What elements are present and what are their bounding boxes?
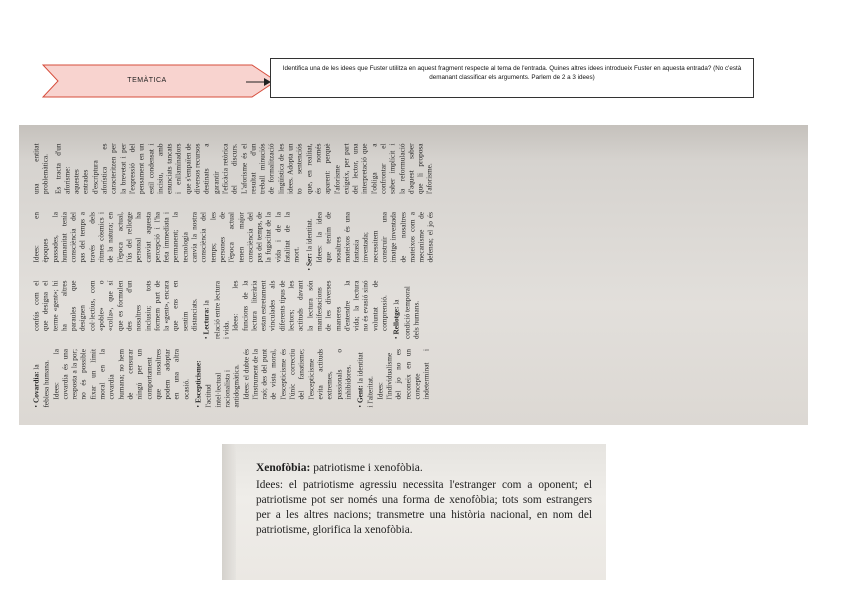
xenofobia-title <box>256 462 423 474</box>
bullet-icon: • <box>32 404 40 407</box>
arrow-right-icon <box>246 76 272 88</box>
instruction-box: Identifica una de les idees que Fuster utilitza en aquest fragment respecte al tema de l'entrada. Quines altres idees introdueix Fuster en aquesta entrada? (No c'està demanant classificar els arguments. Parlem de 2 a 3 idees) <box>270 58 754 98</box>
scan-entry <box>31 349 190 408</box>
scan-entry <box>53 143 434 202</box>
scan-entry-term: Rellotge: <box>391 306 401 335</box>
scan-entry-title <box>193 349 240 408</box>
scan-entry-gloss: la identitat i l'alteritat. <box>355 351 375 407</box>
xenofobia-body: Idees: el patriotisme agressiu necessita l'estranger com a oponent; el patriotisme pot ser només una forma de xenofòbia; tots som estrangers per a les altres nacions; transmetre una història nacional, en nom del patriotisme, glorifica la xenofòbia. <box>256 479 592 536</box>
bullet-icon: • <box>194 404 203 407</box>
scan-entry-title <box>391 280 420 339</box>
scan-entry <box>201 280 388 339</box>
scan-entry-body: Idees: en èpoques passades, la humanitat tenia consciència del pas del temps a través dels ritmes còsmics i de la natura; en l'època actual, l'ús del rellotge personal ha canviat aquesta percepció i l'ha feta immediata i permanent; la tecnologia canvia la nostra consciència del temps; les persones de l'època actual tenen major consciència del pas del temps, de la fugacitat de la vida i de la fatalitat de la mort. <box>31 211 301 262</box>
scanned-page-rotated <box>19 125 808 425</box>
bullet-icon: • <box>202 336 211 339</box>
tag-label: TEMÀTICA <box>127 77 167 84</box>
scan-entry-gloss: la relació entre lectura i vida. <box>201 280 230 339</box>
scan-entry-gloss: l'actitud intel·lectual racionalista i antidogmàtica. <box>203 363 241 407</box>
scan-entry-body: Idees: la idea que tenim de nosaltres mateixos és una fantasia inventada; necessitem construir una imatge inventada de nosaltres mateixos com a mecanisme de defensa; el jo és una entitat problemàtica. <box>31 143 435 262</box>
scan-entry-title <box>304 212 314 271</box>
xenofobia-scan <box>222 444 606 580</box>
scan-entry-title <box>201 280 230 339</box>
scan-entry-term: Escepticisme: <box>193 359 203 403</box>
scan-entry-title <box>31 349 51 408</box>
scan-entry-body: Idees: la covardia és una resposta a la por; no és possible fixar un límit moral en la covardia humana; no hem de censurar ningú per un comportament que nosaltres podem adoptar en una altra ocasió. <box>50 348 190 399</box>
bullet-icon: • <box>304 267 313 270</box>
scanned-text-columns <box>19 125 808 425</box>
page-edge-shadow <box>222 444 236 580</box>
bullet-icon: • <box>356 404 365 407</box>
scan-entry-term: Lectura: <box>201 306 211 335</box>
scan-entry-gloss: la feblesa humana. <box>31 359 51 407</box>
scan-entry-gloss: la condició temporal dels humans. <box>391 285 420 339</box>
scan-entry-term: Ser: <box>303 252 313 266</box>
scan-entry-gloss: la identitat. <box>303 217 313 251</box>
scan-entry-body: Idees: les funcions de la lectura literària estan estretament vinculades als diferents tipus de lectors; les actituds davant la lectura són manifestacions de les diverses maneres d'entendre la vida; la lectura no és evasió sinó voluntat de comprensió. <box>230 280 388 331</box>
scan-entry-title <box>355 349 375 408</box>
scan-entry-term: Gent: <box>355 384 365 403</box>
scan-entry-body: Idees: el dubte és l'instrument de la raó; des del punt de vista moral, l'escepticisme és l'únic correctiu del fanatisme; l'escepticisme evita actituds extremes, passionals o inhibidores. <box>240 348 352 399</box>
scan-entry-body: Es tracta d'un aforisme: aquestes entrades d'escriptura aforística es caracteritzen per la brevetat i per l'expressió del pensament en un estil condensat i incisiu, amb enunciats tancats i enllaminadors que s'empaïen de diversos recursos destinats a garantir l'eficàcia retòrica del discurs. L'aforisme és el resultat d'un treball minuciós de formalització lingüística de les idees. Adopta un to sentenciós que, en realitat, és només aparent: perquè l'aforisme exigeix, per part del lector, una interpretació que l'obliga a confrontar el saber implícit i la reformulació d'aquest saber que li proposa l'aforisme. <box>52 143 434 194</box>
scan-entry <box>193 349 352 408</box>
tematica-tag <box>42 64 278 98</box>
bullet-icon: • <box>392 336 401 339</box>
scan-entry-body: Idees: l'individualisme del jo no es reconeix en un concepte indeterminat i confús com el que designa el terme «gent»; hi ha altres paraules que designen col·lectius, com «poble» o «colla», que sí que es formulen des d'un nosaltres inclusiu; tots formem part de la «gent», encara que ens en sentim distanciats. <box>31 280 431 399</box>
xenofobia-gloss: patriotisme i xenofòbia. <box>313 462 423 474</box>
scan-entry-term: Covardia: <box>31 370 40 403</box>
xenofobia-term: Xenofòbia: <box>256 462 311 474</box>
